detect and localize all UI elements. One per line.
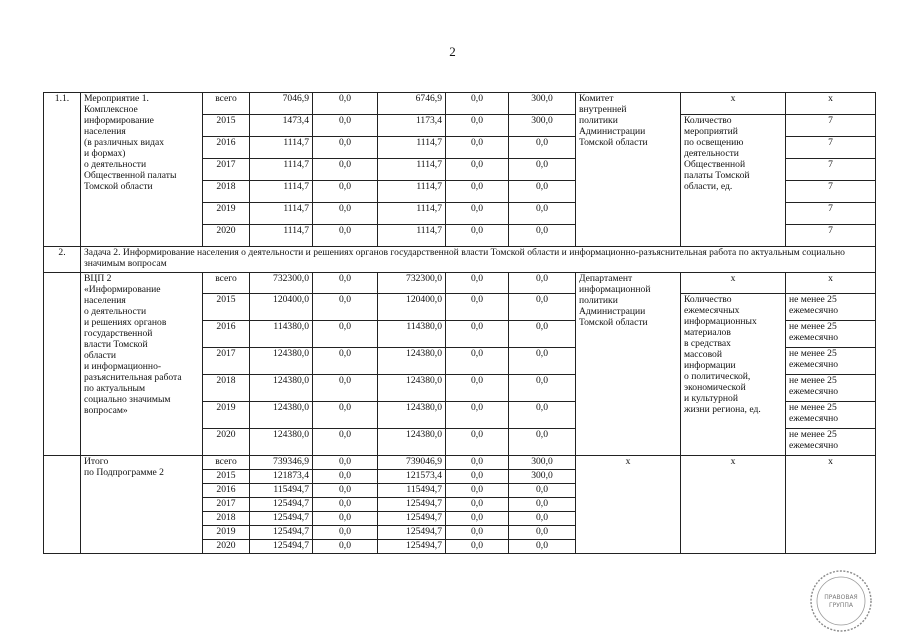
- total-cell: 739346,9: [250, 456, 313, 470]
- value-cell: 0,0: [446, 294, 509, 321]
- value-cell: 0,0: [446, 273, 509, 294]
- value-cell: 0,0: [313, 181, 378, 203]
- executor-cell: Департамент информационной политики Администрации Томской области: [576, 273, 681, 456]
- value-cell: 0,0: [313, 375, 378, 402]
- value-cell: 0,0: [446, 375, 509, 402]
- year-cell: 2020: [203, 429, 250, 456]
- value-cell: 124380,0: [378, 375, 446, 402]
- page-number: 2: [449, 44, 456, 59]
- indicator-value-cell: не менее 25 ежемесячно: [786, 348, 876, 375]
- value-cell: 0,0: [509, 429, 576, 456]
- value-cell: 0,0: [446, 526, 509, 540]
- indicator-value-cell: 7: [786, 115, 876, 137]
- total-cell: 1473,4: [250, 115, 313, 137]
- year-cell: 2017: [203, 348, 250, 375]
- indicator-value-cell: 7: [786, 137, 876, 159]
- value-cell: 300,0: [509, 115, 576, 137]
- value-cell: 0,0: [446, 498, 509, 512]
- year-cell: всего: [203, 456, 250, 470]
- indicator-value-cell: не менее 25 ежемесячно: [786, 429, 876, 456]
- value-cell: 0,0: [313, 273, 378, 294]
- year-cell: 2018: [203, 181, 250, 203]
- value-cell: 0,0: [509, 512, 576, 526]
- value-cell: 0,0: [446, 540, 509, 554]
- total-cell: 121873,4: [250, 470, 313, 484]
- value-cell: 124380,0: [378, 348, 446, 375]
- measure-name: Мероприятие 1. Комплексное информирование населения (в различных видах и формах) о деятельности Общественной палаты Томской области: [81, 93, 203, 247]
- row-index: [44, 273, 81, 456]
- total-cell: 124380,0: [250, 429, 313, 456]
- value-cell: 0,0: [446, 348, 509, 375]
- total-cell: 124380,0: [250, 402, 313, 429]
- year-cell: всего: [203, 273, 250, 294]
- value-cell: 0,0: [509, 294, 576, 321]
- svg-text:ПРАВОВАЯ: ПРАВОВАЯ: [824, 594, 858, 601]
- value-cell: 0,0: [313, 498, 378, 512]
- value-cell: 0,0: [509, 540, 576, 554]
- value-cell: 0,0: [509, 225, 576, 247]
- value-cell: 0,0: [313, 456, 378, 470]
- value-cell: 0,0: [509, 498, 576, 512]
- row-index: [44, 456, 81, 554]
- value-cell: 0,0: [509, 484, 576, 498]
- year-cell: 2017: [203, 498, 250, 512]
- value-cell: 0,0: [313, 484, 378, 498]
- value-cell: 114380,0: [378, 321, 446, 348]
- total-cell: 125494,7: [250, 526, 313, 540]
- total-cell: 125494,7: [250, 540, 313, 554]
- totals-name: Итого по Подпрограмме 2: [81, 456, 203, 554]
- year-cell: 2018: [203, 512, 250, 526]
- total-cell: 7046,9: [250, 93, 313, 115]
- year-cell: 2020: [203, 225, 250, 247]
- value-cell: 0,0: [446, 225, 509, 247]
- value-cell: 0,0: [446, 456, 509, 470]
- value-cell: 0,0: [313, 348, 378, 375]
- value-cell: 0,0: [446, 93, 509, 115]
- program-table: [43, 92, 876, 554]
- value-cell: 0,0: [446, 402, 509, 429]
- value-cell: 124380,0: [378, 402, 446, 429]
- value-cell: 1114,7: [378, 159, 446, 181]
- value-cell: 0,0: [509, 526, 576, 540]
- svg-text:ГРУППА: ГРУППА: [828, 602, 854, 609]
- indicator-cell: х: [681, 456, 786, 554]
- indicator-value-cell: 7: [786, 225, 876, 247]
- value-cell: 0,0: [509, 375, 576, 402]
- total-cell: 1114,7: [250, 137, 313, 159]
- value-cell: 0,0: [313, 225, 378, 247]
- year-cell: 2016: [203, 137, 250, 159]
- year-cell: 2016: [203, 484, 250, 498]
- indicator-value-cell: х: [786, 456, 876, 554]
- year-cell: 2020: [203, 540, 250, 554]
- value-cell: 0,0: [313, 429, 378, 456]
- value-cell: 732300,0: [378, 273, 446, 294]
- year-cell: 2016: [203, 321, 250, 348]
- value-cell: 0,0: [446, 115, 509, 137]
- year-cell: 2015: [203, 294, 250, 321]
- table-row: [44, 247, 876, 273]
- value-cell: 0,0: [509, 159, 576, 181]
- value-cell: 300,0: [509, 456, 576, 470]
- total-cell: 124380,0: [250, 348, 313, 375]
- value-cell: 0,0: [313, 321, 378, 348]
- value-cell: 0,0: [446, 159, 509, 181]
- value-cell: 1173,4: [378, 115, 446, 137]
- value-cell: 0,0: [313, 294, 378, 321]
- year-cell: всего: [203, 93, 250, 115]
- indicator-cell: Количество ежемесячных информационных материалов в средствах массовой информации о политической, экономической и культурной жизни региона, ед.: [681, 294, 786, 456]
- value-cell: 0,0: [446, 429, 509, 456]
- value-cell: 0,0: [509, 137, 576, 159]
- indicator-value-cell: х: [786, 93, 876, 115]
- year-cell: 2017: [203, 159, 250, 181]
- value-cell: 125494,7: [378, 540, 446, 554]
- indicator-value-cell: не менее 25 ежемесячно: [786, 402, 876, 429]
- value-cell: 0,0: [509, 203, 576, 225]
- total-cell: 1114,7: [250, 203, 313, 225]
- year-cell: 2019: [203, 203, 250, 225]
- table-row: [44, 93, 876, 115]
- value-cell: 0,0: [313, 93, 378, 115]
- value-cell: 0,0: [446, 470, 509, 484]
- value-cell: 0,0: [313, 512, 378, 526]
- value-cell: 0,0: [446, 321, 509, 348]
- value-cell: 125494,7: [378, 498, 446, 512]
- value-cell: 0,0: [313, 526, 378, 540]
- indicator-cell: х: [681, 273, 786, 294]
- total-cell: 732300,0: [250, 273, 313, 294]
- total-cell: 125494,7: [250, 512, 313, 526]
- executor-cell: х: [576, 456, 681, 554]
- value-cell: 300,0: [509, 470, 576, 484]
- value-cell: 0,0: [446, 203, 509, 225]
- value-cell: 0,0: [313, 402, 378, 429]
- value-cell: 739046,9: [378, 456, 446, 470]
- value-cell: 300,0: [509, 93, 576, 115]
- value-cell: 0,0: [509, 348, 576, 375]
- total-cell: 1114,7: [250, 159, 313, 181]
- indicator-value-cell: 7: [786, 203, 876, 225]
- indicator-value-cell: не менее 25 ежемесячно: [786, 294, 876, 321]
- indicator-value-cell: 7: [786, 181, 876, 203]
- value-cell: 125494,7: [378, 526, 446, 540]
- value-cell: 0,0: [313, 159, 378, 181]
- value-cell: 0,0: [446, 484, 509, 498]
- measure-name: ВЦП 2 «Информирование населения о деятельности и решениях органов государственной власти Томской области и информационно- разъяснительная работа по актуальным социально значимым вопросам»: [81, 273, 203, 456]
- row-index: 2.: [44, 247, 81, 273]
- year-cell: 2015: [203, 470, 250, 484]
- total-cell: 125494,7: [250, 498, 313, 512]
- year-cell: 2019: [203, 526, 250, 540]
- indicator-value-cell: 7: [786, 159, 876, 181]
- value-cell: 1114,7: [378, 181, 446, 203]
- value-cell: 0,0: [446, 137, 509, 159]
- value-cell: 0,0: [446, 512, 509, 526]
- table-row: [44, 456, 876, 470]
- value-cell: 0,0: [509, 402, 576, 429]
- total-cell: 1114,7: [250, 225, 313, 247]
- indicator-value-cell: не менее 25 ежемесячно: [786, 321, 876, 348]
- value-cell: 0,0: [509, 181, 576, 203]
- value-cell: 1114,7: [378, 225, 446, 247]
- value-cell: 120400,0: [378, 294, 446, 321]
- row-index: 1.1.: [44, 93, 81, 247]
- total-cell: 120400,0: [250, 294, 313, 321]
- year-cell: 2018: [203, 375, 250, 402]
- value-cell: 0,0: [509, 321, 576, 348]
- value-cell: 6746,9: [378, 93, 446, 115]
- value-cell: 121573,4: [378, 470, 446, 484]
- value-cell: 1114,7: [378, 137, 446, 159]
- year-cell: 2019: [203, 402, 250, 429]
- indicator-cell: х: [681, 93, 786, 115]
- value-cell: 0,0: [313, 115, 378, 137]
- table-row: [44, 273, 876, 294]
- value-cell: 115494,7: [378, 484, 446, 498]
- legal-group-stamp-icon: [808, 568, 874, 634]
- indicator-cell: Количество мероприятий по освещению деятельности Общественной палаты Томской области, ед.: [681, 115, 786, 247]
- indicator-value-cell: х: [786, 273, 876, 294]
- value-cell: 0,0: [313, 540, 378, 554]
- indicator-value-cell: не менее 25 ежемесячно: [786, 375, 876, 402]
- executor-cell: Комитет внутренней политики Администрации Томской области: [576, 93, 681, 247]
- value-cell: 0,0: [313, 203, 378, 225]
- value-cell: 125494,7: [378, 512, 446, 526]
- total-cell: 115494,7: [250, 484, 313, 498]
- value-cell: 0,0: [313, 470, 378, 484]
- total-cell: 1114,7: [250, 181, 313, 203]
- value-cell: 0,0: [446, 181, 509, 203]
- value-cell: 0,0: [313, 137, 378, 159]
- year-cell: 2015: [203, 115, 250, 137]
- value-cell: 124380,0: [378, 429, 446, 456]
- task-heading: Задача 2. Информирование населения о деятельности и решениях органов государственной власти Томской области и информационно-разъяснительная работа по актуальным социально значимым вопросам: [81, 247, 876, 273]
- total-cell: 124380,0: [250, 375, 313, 402]
- total-cell: 114380,0: [250, 321, 313, 348]
- value-cell: 0,0: [509, 273, 576, 294]
- value-cell: 1114,7: [378, 203, 446, 225]
